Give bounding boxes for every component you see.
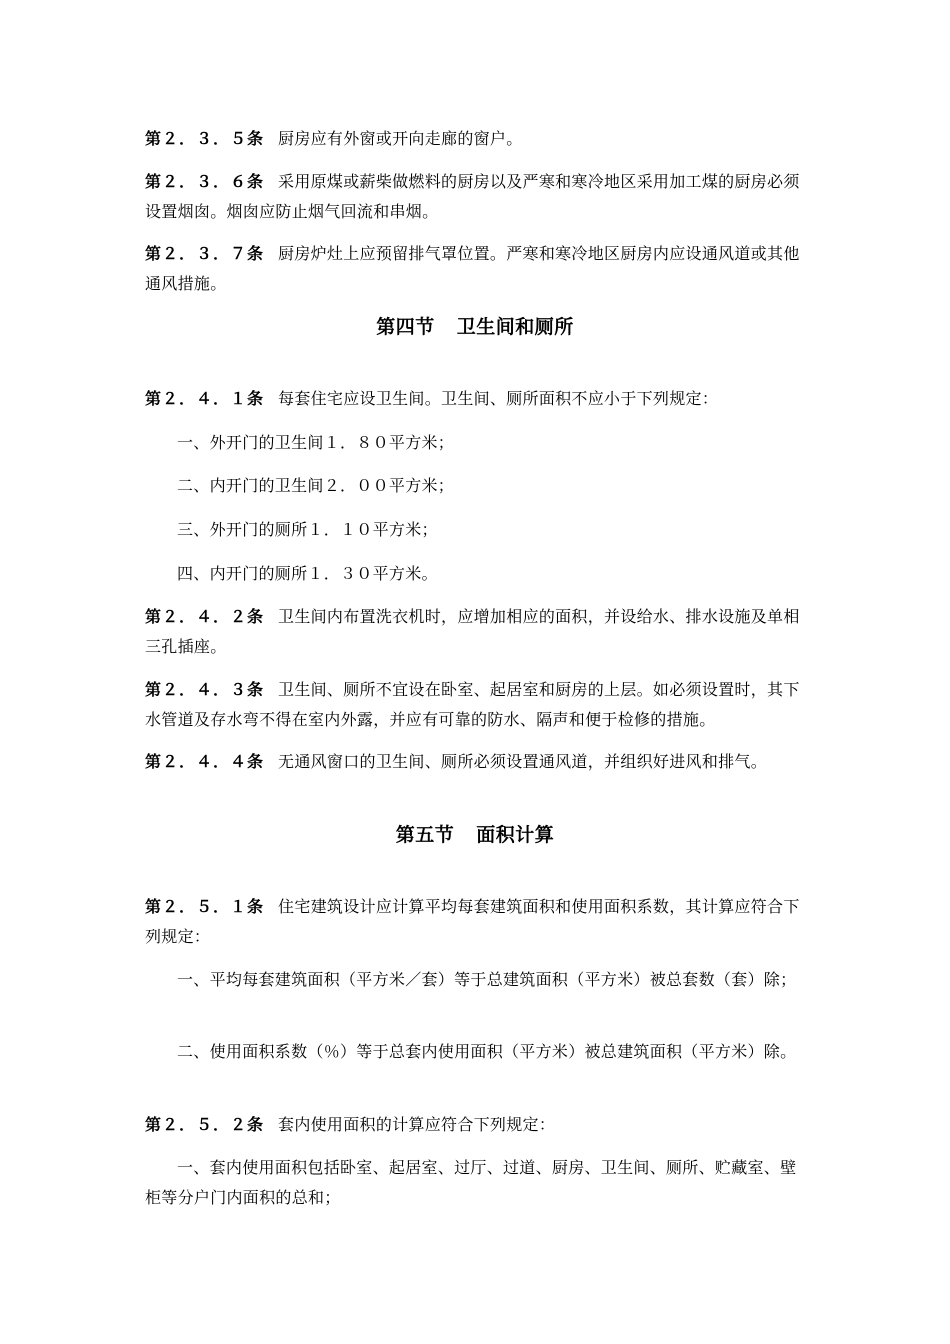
clause-number: 第２．５．２条 xyxy=(145,1115,265,1134)
list-item: 一、外开门的卫生间１．８０平方米； xyxy=(177,433,455,452)
clause-2-4-3 xyxy=(145,675,805,735)
clause-text: 卫生间、厕所不宜设在卧室、起居室和厨房的上层。如必须设置时，其下水管道及存水弯不得在室内外露，并应有可靠的防水、隔声和便于检修的措施。 xyxy=(145,680,800,729)
section-title: 面积计算 xyxy=(476,824,555,846)
clause-text: 住宅建筑设计应计算平均每套建筑面积和使用面积系数，其计算应符合下列规定： xyxy=(145,897,800,946)
clause-number: 第２．５．１条 xyxy=(145,897,265,916)
clause-text: 采用原煤或薪柴做燃料的厨房以及严寒和寒冷地区采用加工煤的厨房必须设置烟囱。烟囱应防止烟气回流和串烟。 xyxy=(145,172,800,221)
list-item: 二、使用面积系数（％）等于总套内使用面积（平方米）被总建筑面积（平方米）除。 xyxy=(177,1042,797,1061)
clause-text: 厨房应有外窗或开向走廊的窗户。 xyxy=(278,129,523,148)
clause-2-5-2 xyxy=(145,1110,805,1140)
list-item: 一、套内使用面积包括卧室、起居室、过厅、过道、厨房、卫生间、厕所、贮藏室、壁柜等分户门内面积的总和； xyxy=(145,1158,797,1207)
section-heading-5 xyxy=(0,820,950,850)
clause-text: 无通风窗口的卫生间、厕所必须设置通风道，并组织好进风和排气。 xyxy=(278,752,768,771)
section-title: 卫生间和厕所 xyxy=(456,316,574,338)
clause-text: 卫生间内布置洗衣机时，应增加相应的面积，并设给水、排水设施及单相三孔插座。 xyxy=(145,607,800,656)
list-item: 一、平均每套建筑面积（平方米／套）等于总建筑面积（平方米）被总套数（套）除； xyxy=(177,970,797,989)
clause-2-4-1 xyxy=(145,384,805,414)
section-heading-4 xyxy=(0,312,950,342)
clause-2-3-5 xyxy=(145,124,805,154)
list-item: 四、内开门的厕所１．３０平方米。 xyxy=(177,564,438,583)
clause-text: 每套住宅应设卫生间。卫生间、厕所面积不应小于下列规定： xyxy=(278,389,719,408)
clause-number: 第２．３．５条 xyxy=(145,129,265,148)
section-number: 第四节 xyxy=(376,316,435,338)
clause-2-4-2 xyxy=(145,602,805,662)
list-item: 三、外开门的厕所１．１０平方米； xyxy=(177,520,438,539)
clause-number: 第２．３．６条 xyxy=(145,172,265,191)
clause-2-4-4 xyxy=(145,747,805,777)
clause-text: 套内使用面积的计算应符合下列规定： xyxy=(278,1115,556,1134)
clause-number: 第２．４．４条 xyxy=(145,752,265,771)
clause-number: 第２．３．７条 xyxy=(145,244,265,263)
clause-2-3-7 xyxy=(145,239,805,299)
clause-text: 厨房炉灶上应预留排气罩位置。严寒和寒冷地区厨房内应设通风道或其他通风措施。 xyxy=(145,244,800,293)
clause-2-3-6 xyxy=(145,167,805,227)
list-item: 二、内开门的卫生间２．００平方米； xyxy=(177,476,455,495)
clause-number: 第２．４．１条 xyxy=(145,389,265,408)
clause-number: 第２．４．３条 xyxy=(145,680,265,699)
section-number: 第五节 xyxy=(395,824,455,846)
clause-number: 第２．４．２条 xyxy=(145,607,265,626)
clause-2-5-1 xyxy=(145,892,805,952)
